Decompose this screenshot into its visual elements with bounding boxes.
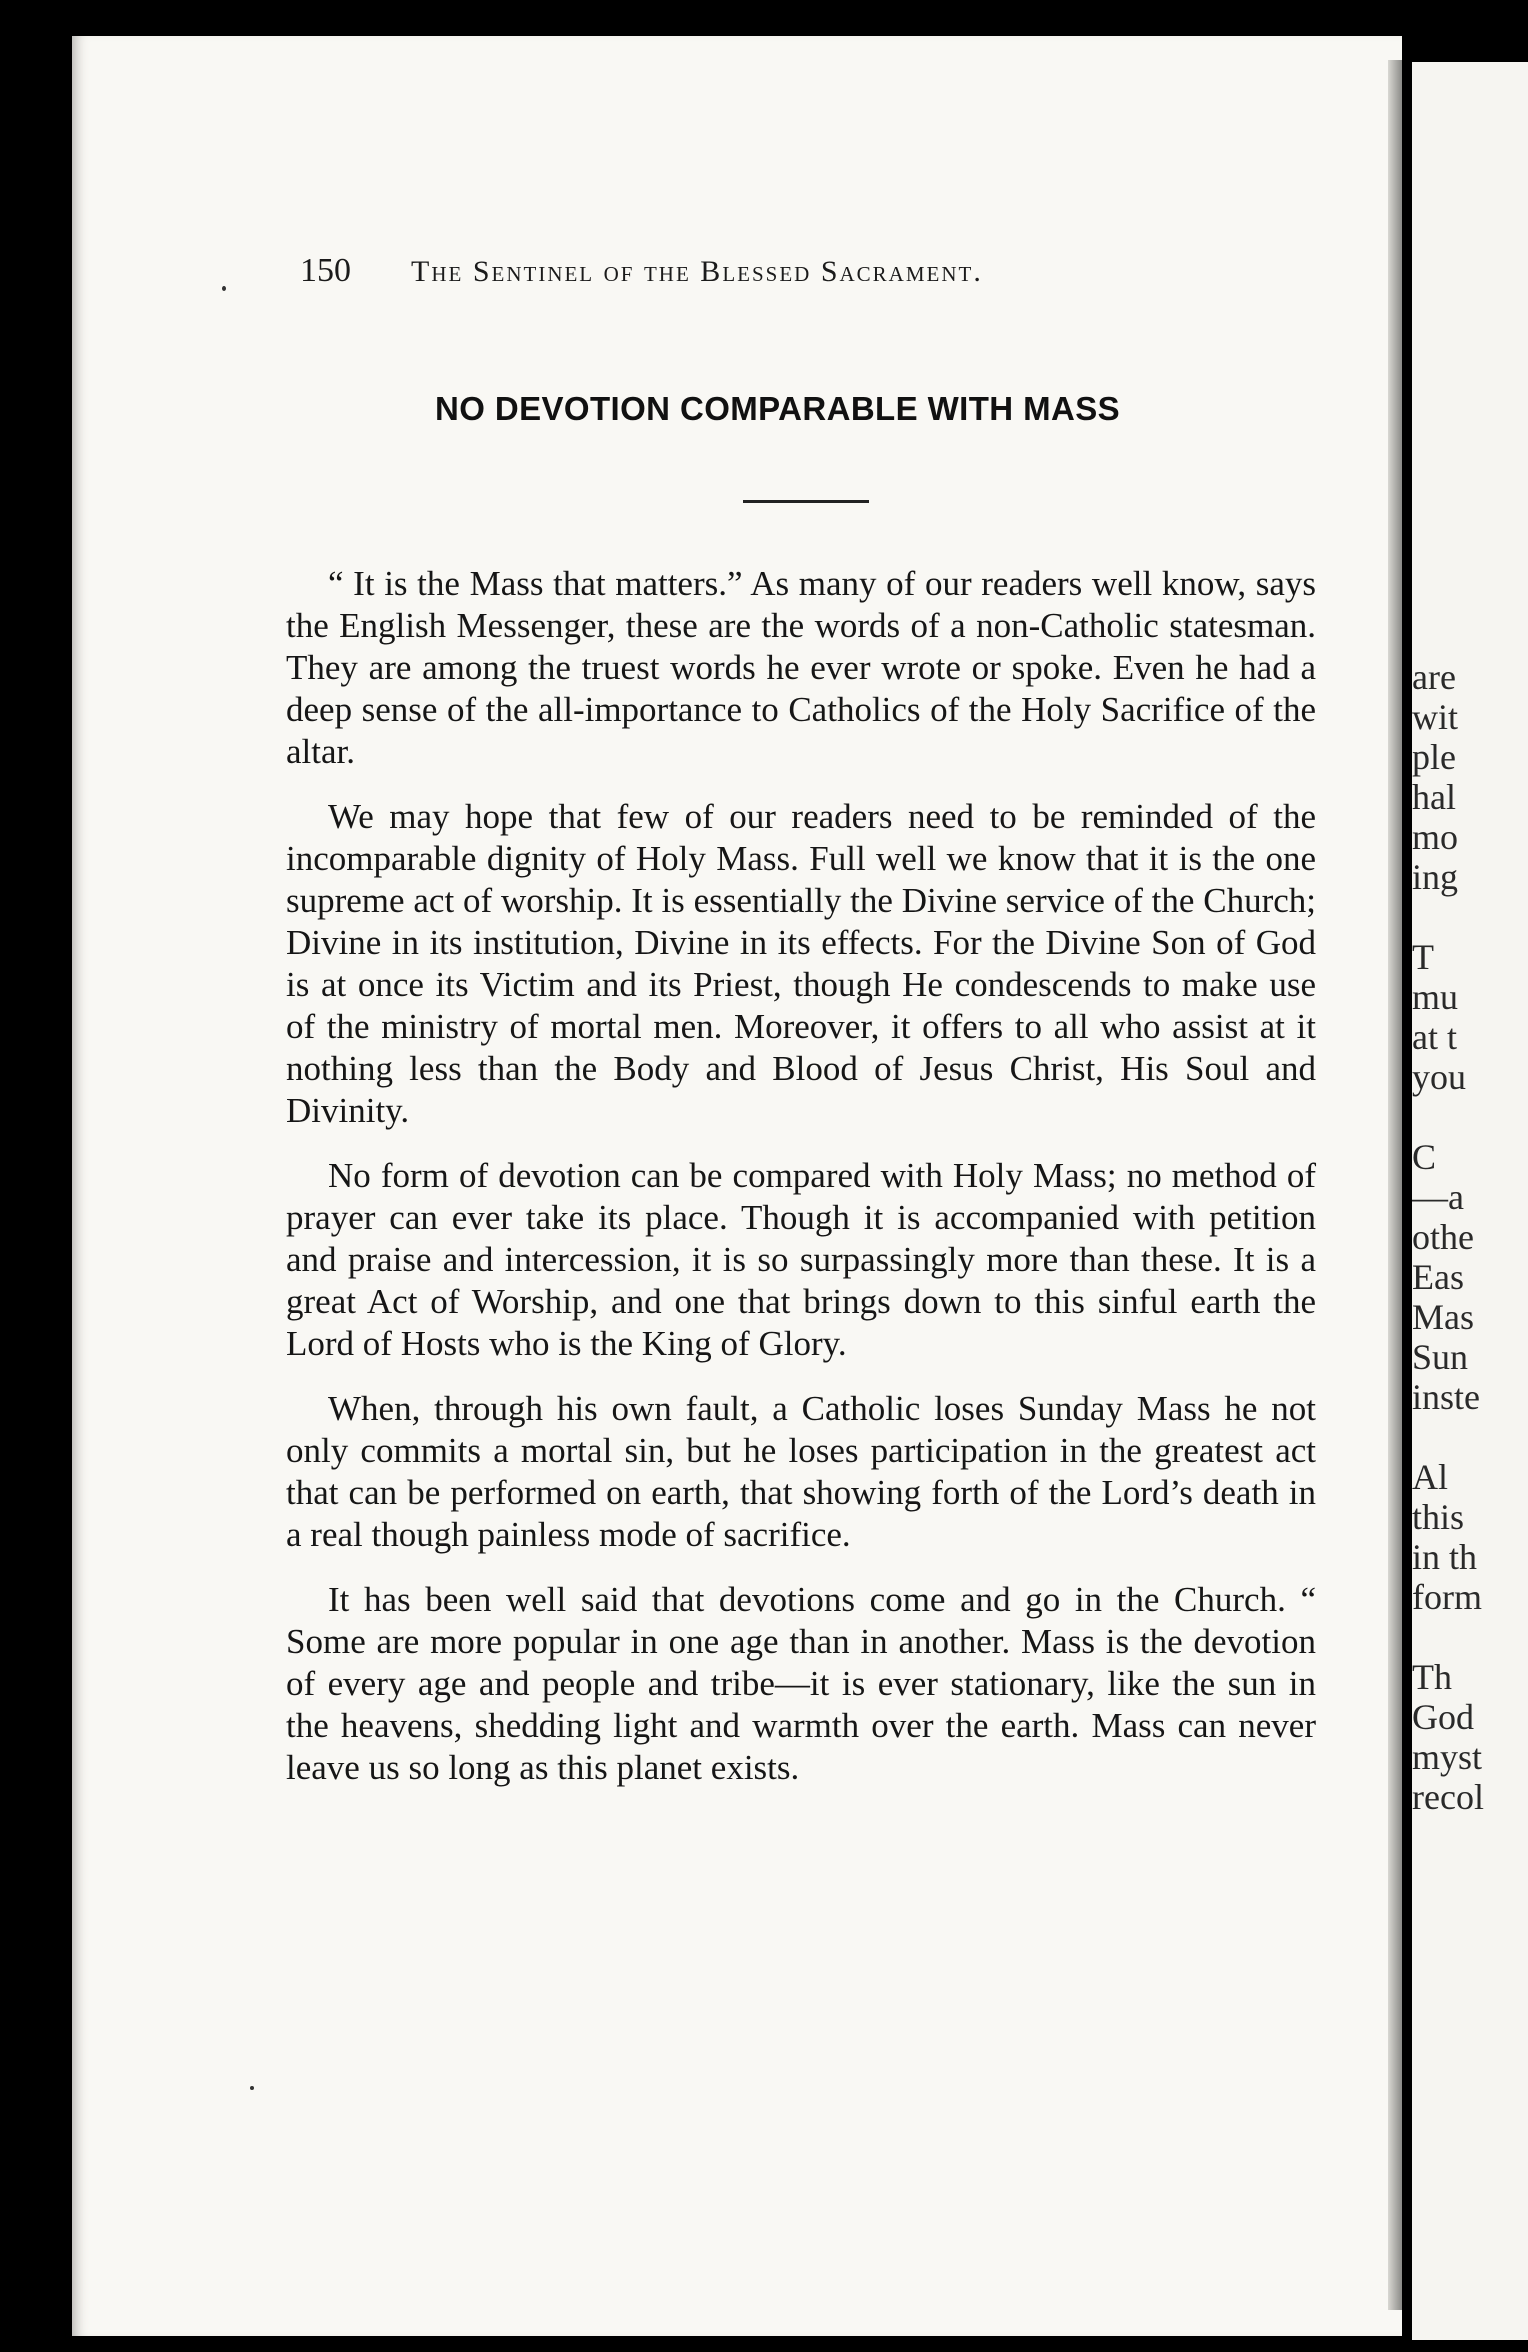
running-head: The Sentinel of the Blessed Sacrament. bbox=[411, 255, 983, 288]
fragment-line: at t bbox=[1412, 1017, 1457, 1057]
fragment-line bbox=[1412, 1617, 1484, 1657]
fragment-line: —a bbox=[1412, 1177, 1464, 1217]
book-page bbox=[72, 36, 1402, 2336]
fragment-line: this bbox=[1412, 1497, 1465, 1537]
fragment-line: mu bbox=[1412, 977, 1459, 1017]
fragment-line: C bbox=[1412, 1137, 1437, 1177]
fragment-line bbox=[1412, 1417, 1484, 1457]
paragraph-3: No form of devotion can be compared with Holy Mass; no method of prayer can ever take its place. Though it is accompanied with petition and praise and intercession, it is so surpassingly more than these. It is a great Act of Worship, and one that brings down to this sinful earth the Lord of Hosts who is the King of Glory. bbox=[286, 1156, 1316, 1363]
article-title: NO DEVOTION COMPARABLE WITH MASS bbox=[435, 390, 1121, 427]
fragment-line: Eas bbox=[1412, 1257, 1464, 1297]
fragment-line: are bbox=[1412, 657, 1456, 697]
fragment-line: wit bbox=[1412, 697, 1459, 737]
fragment-line: T bbox=[1412, 937, 1434, 977]
fragment-line: in th bbox=[1412, 1537, 1478, 1577]
fragment-line: recol bbox=[1412, 1777, 1484, 1817]
paragraph-4: When, through his own fault, a Catholic loses Sunday Mass he not only commits a mortal sin, but he loses participation in the greatest act that can be performed on earth, that showing forth of the Lord’s death in a real though painless mode of sacrifice. bbox=[286, 1389, 1316, 1554]
fragment-line bbox=[1412, 1097, 1484, 1137]
fragment-line: hal bbox=[1412, 777, 1456, 817]
page-header bbox=[300, 252, 1180, 290]
fragment-line: othe bbox=[1412, 1217, 1474, 1257]
facing-page-fragments bbox=[1412, 657, 1484, 1817]
fragment-line: inste bbox=[1412, 1377, 1480, 1417]
fragment-line: myst bbox=[1412, 1737, 1483, 1777]
fragment-line: you bbox=[1412, 1057, 1466, 1097]
fragment-line: Mas bbox=[1412, 1297, 1474, 1337]
fragment-line: form bbox=[1412, 1577, 1482, 1617]
article-body bbox=[286, 563, 1316, 1812]
paragraph-5: It has been well said that devotions come and go in the Church. “ Some are more popular in one age than in another. Mass is the devotion of every age and people and tribe—it is ever stationary, like the sun in the heavens, shedding light and warmth over the earth. Mass can never leave us so long as this planet exists. bbox=[286, 1580, 1316, 1787]
print-speck bbox=[222, 286, 226, 291]
page-number: 150 bbox=[300, 252, 351, 289]
fragment-line: Sun bbox=[1412, 1337, 1469, 1377]
facing-page bbox=[1412, 62, 1528, 2340]
paragraph-2: We may hope that few of our readers need to be reminded of the incomparable dignity of Holy Mass. Full well we know that it is the one supreme act of worship. It is essentially the Divine service of the Church; Divine in its institution, Divine in its effects. For the Divine Son of God is at once its Victim and its Priest, though He condescends to make use of the ministry of mortal men. Moreover, it offers to all who assist at it nothing less than the Body and Blood of Jesus Christ, His Soul and Divinity. bbox=[286, 797, 1316, 1130]
fragment-line bbox=[1412, 897, 1484, 937]
title-rule bbox=[743, 500, 869, 503]
fragment-line: ple bbox=[1412, 737, 1456, 777]
page-gutter bbox=[1388, 60, 1402, 2310]
fragment-line: Th bbox=[1412, 1657, 1452, 1697]
fragment-line: ing bbox=[1412, 857, 1459, 897]
paragraph-1: “ It is the Mass that matters.” As many of our readers well know, says the English Messenger, these are the words of a non-Catholic statesman. They are among the truest words he ever wrote or spoke. Even he had a deep sense of the all-importance to Catholics of the Holy Sacrifice of the altar. bbox=[286, 564, 1316, 771]
fragment-line: Al bbox=[1412, 1457, 1448, 1497]
print-speck bbox=[250, 2086, 254, 2090]
fragment-line: God bbox=[1412, 1697, 1474, 1737]
fragment-line: mo bbox=[1412, 817, 1459, 857]
